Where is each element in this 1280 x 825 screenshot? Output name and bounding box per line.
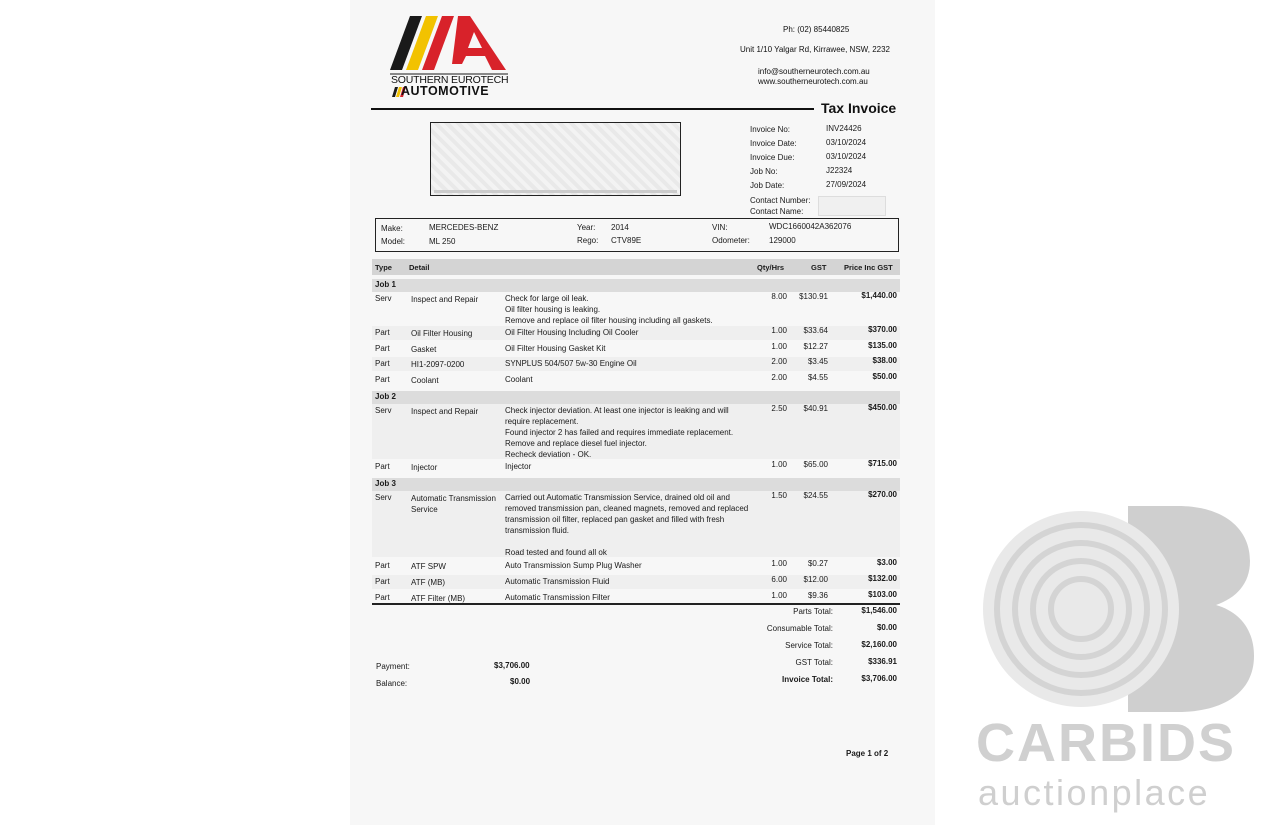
company-phone: Ph: (02) 85440825: [783, 25, 850, 34]
line-qty: 2.00: [771, 357, 787, 366]
line-qty: 1.00: [771, 559, 787, 568]
line-price: $3.00: [876, 558, 897, 567]
make-value: MERCEDES-BENZ: [429, 223, 499, 232]
line-item: Injector: [411, 463, 438, 472]
line-price: $103.00: [868, 590, 897, 599]
customer-address-redacted: [430, 122, 681, 196]
line-qty: 8.00: [771, 292, 787, 301]
year-label: Year:: [577, 223, 596, 232]
line-price: $270.00: [868, 490, 897, 499]
line-price: $715.00: [868, 459, 897, 468]
job-header-row: [372, 478, 900, 491]
payment-value: $3,706.00: [494, 661, 530, 670]
line-type: Part: [375, 359, 390, 368]
odometer-value: 129000: [769, 236, 796, 245]
line-qty: 2.00: [771, 373, 787, 382]
balance-value: $0.00: [510, 677, 531, 686]
rego-label: Rego:: [577, 236, 599, 245]
line-type: Serv: [375, 406, 392, 415]
line-description: SYNPLUS 504/507 5w-30 Engine Oil: [505, 359, 637, 368]
meta-label: Job Date:: [750, 181, 785, 190]
line-price: $38.00: [872, 356, 897, 365]
total-label: Service Total:: [785, 641, 833, 650]
line-description: Automatic Transmission Filter: [505, 593, 610, 602]
line-item: Inspect and Repair: [411, 407, 479, 416]
job-header-row: [372, 279, 900, 292]
carbids-logo-mark: [978, 506, 1254, 712]
line-type: Part: [375, 561, 390, 570]
line-description: Automatic Transmission Fluid: [505, 577, 610, 586]
meta-label: Job No:: [750, 167, 778, 176]
col-qty: Qty/Hrs: [757, 263, 785, 272]
line-item: Coolant: [411, 376, 439, 385]
line-gst: $33.64: [803, 326, 828, 335]
line-description: Check injector deviation. At least one injector is leaking and will require replacement. Found injector 2 has failed and requires immediate replacement. Remove and replace diesel fuel injector. Recheck deviation - OK.: [505, 406, 734, 459]
total-label: GST Total:: [795, 658, 833, 667]
total-label: Invoice Total:: [782, 675, 833, 684]
line-item: Oil Filter Housing: [411, 329, 473, 338]
line-gst: $0.27: [807, 559, 828, 568]
balance-label: Balance:: [376, 679, 408, 688]
total-label: Parts Total:: [793, 607, 833, 616]
meta-label: Invoice Due:: [750, 153, 795, 162]
line-gst: $12.00: [803, 575, 828, 584]
company-name-line2: AUTOMOTIVE: [401, 84, 490, 98]
line-qty: 1.00: [771, 591, 787, 600]
model-label: Model:: [381, 237, 406, 246]
line-description: Check for large oil leak. Oil filter housing is leaking. Remove and replace oil filter housing including all gaskets.: [505, 294, 713, 325]
payment-label: Payment:: [376, 662, 410, 671]
watermark-brand: CARBIDS: [976, 713, 1237, 773]
job-title: Job 3: [375, 479, 396, 488]
total-value: $3,706.00: [861, 674, 897, 683]
make-label: Make:: [381, 224, 403, 233]
line-type: Part: [375, 577, 390, 586]
line-type: Serv: [375, 493, 392, 502]
line-qty: 1.50: [771, 491, 787, 500]
line-description: Injector: [505, 462, 532, 471]
line-gst: $3.45: [807, 357, 828, 366]
line-gst: $130.91: [799, 292, 828, 301]
line-description: Oil Filter Housing Gasket Kit: [505, 344, 606, 353]
line-qty: 2.50: [771, 404, 787, 413]
meta-label: Invoice Date:: [750, 139, 797, 148]
line-qty: 6.00: [771, 575, 787, 584]
company-email[interactable]: info@southerneurotech.com.au: [758, 67, 870, 76]
meta-value: 03/10/2024: [826, 152, 867, 161]
line-description: Coolant: [505, 375, 533, 384]
line-price: $1,440.00: [861, 291, 897, 300]
table-bottom-rule: [372, 603, 900, 605]
company-address: Unit 1/10 Yalgar Rd, Kirrawee, NSW, 2232: [740, 45, 890, 54]
line-gst: $12.27: [803, 342, 828, 351]
meta-value: 03/10/2024: [826, 138, 867, 147]
col-gst: GST: [811, 263, 827, 272]
line-type: Part: [375, 593, 390, 602]
vin-label: VIN:: [712, 223, 728, 232]
total-label: Consumable Total:: [766, 624, 833, 633]
total-value: $336.91: [868, 657, 897, 666]
col-type: Type: [375, 263, 392, 272]
company-name-line1: SOUTHERN EUROTECH: [391, 74, 509, 86]
col-price: Price Inc GST: [844, 263, 893, 272]
watermark-tagline: auctionplace: [978, 772, 1211, 813]
line-price: $370.00: [868, 325, 897, 334]
line-qty: 1.00: [771, 342, 787, 351]
page-number: Page 1 of 2: [846, 749, 889, 758]
rego-value: CTV89E: [611, 236, 642, 245]
line-description: Oil Filter Housing Including Oil Cooler: [505, 328, 639, 337]
line-price: $132.00: [868, 574, 897, 583]
line-item: ATF (MB): [411, 578, 446, 587]
total-value: $2,160.00: [861, 640, 897, 649]
line-type: Part: [375, 462, 390, 471]
model-value: ML 250: [429, 237, 456, 246]
meta-label: Contact Name:: [750, 207, 804, 216]
meta-value: J22324: [826, 166, 853, 175]
line-item: HI1-2097-0200: [411, 360, 465, 369]
line-gst: $24.55: [803, 491, 828, 500]
meta-value: 27/09/2024: [826, 180, 867, 189]
vin-value: WDC1660042A362076: [769, 222, 852, 231]
line-description: Auto Transmission Sump Plug Washer: [505, 561, 642, 570]
total-value: $1,546.00: [861, 606, 897, 615]
line-price: $450.00: [868, 403, 897, 412]
header-rule: [371, 108, 814, 110]
contact-redacted: [818, 196, 886, 216]
job-header-row: [372, 391, 900, 404]
line-qty: 1.00: [771, 326, 787, 335]
odometer-label: Odometer:: [712, 236, 750, 245]
meta-label: Contact Number:: [750, 196, 811, 205]
line-price: $50.00: [872, 372, 897, 381]
line-item: Inspect and Repair: [411, 295, 479, 304]
total-value: $0.00: [876, 623, 897, 632]
line-type: Serv: [375, 294, 392, 303]
line-item: ATF SPW: [411, 562, 446, 571]
col-detail: Detail: [409, 263, 430, 272]
line-description: Carried out Automatic Transmission Service, drained old oil and removed transmission pan, cleaned magnets, removed and replaced transmission oil filter, replaced pan gasket and filled with fresh transmission fluid. Road tested and found all ok: [505, 493, 749, 557]
line-price: $135.00: [868, 341, 897, 350]
job-title: Job 2: [375, 392, 396, 401]
line-type: Part: [375, 344, 390, 353]
job-title: Job 1: [375, 280, 396, 289]
line-item: Gasket: [411, 345, 437, 354]
company-website[interactable]: www.southerneurotech.com.au: [758, 77, 868, 86]
line-gst: $4.55: [807, 373, 828, 382]
document-title: Tax Invoice: [821, 100, 897, 116]
meta-value: INV24426: [826, 124, 862, 133]
line-qty: 1.00: [771, 460, 787, 469]
year-value: 2014: [611, 223, 629, 232]
line-gst: $9.36: [807, 591, 828, 600]
line-gst: $40.91: [803, 404, 828, 413]
line-item: Automatic Transmission Service: [411, 494, 496, 514]
meta-label: Invoice No:: [750, 125, 791, 134]
line-item: ATF Filter (MB): [411, 594, 466, 603]
line-type: Part: [375, 328, 390, 337]
line-gst: $65.00: [803, 460, 828, 469]
line-type: Part: [375, 375, 390, 384]
